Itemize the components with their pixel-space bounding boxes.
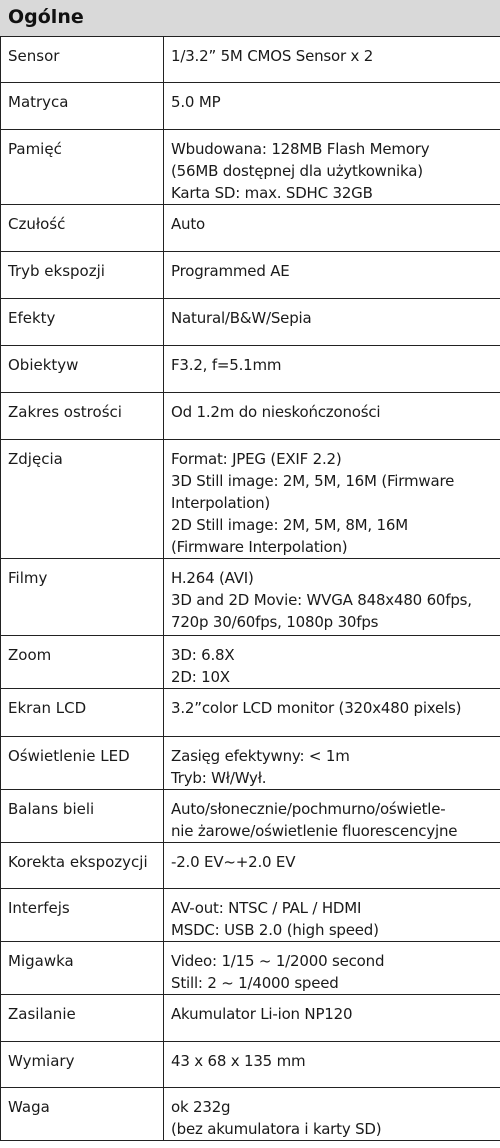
spec-row xyxy=(1,299,500,346)
spec-row xyxy=(1,737,500,790)
spec-label: Interfejs xyxy=(1,889,164,942)
spec-row xyxy=(1,689,500,737)
spec-label: Obiektyw xyxy=(1,346,164,393)
spec-value-line: Od 1.2m do nieskończoności xyxy=(171,403,381,421)
spec-label: Migawka xyxy=(1,942,164,995)
spec-label: Balans bieli xyxy=(1,790,164,843)
spec-value-line: Interpolation) xyxy=(171,494,271,512)
spec-value-line: 2D Still image: 2M, 5M, 8M, 16M xyxy=(171,516,408,534)
spec-label: Filmy xyxy=(1,559,164,636)
spec-label: Efekty xyxy=(1,299,164,346)
spec-label: Tryb ekspozji xyxy=(1,252,164,299)
spec-row xyxy=(1,1088,500,1141)
section-title: Ogólne xyxy=(8,6,84,28)
spec-label: Zdjęcia xyxy=(1,440,164,559)
spec-row xyxy=(1,942,500,995)
spec-label: Ekran LCD xyxy=(1,689,164,737)
spec-label: Czułość xyxy=(1,205,164,252)
spec-row xyxy=(1,83,500,130)
spec-label: Pamięć xyxy=(1,130,164,205)
spec-value-line: F3.2, f=5.1mm xyxy=(171,356,282,374)
spec-value-line: Still: 2 ~ 1/4000 speed xyxy=(171,974,339,992)
spec-label: Korekta ekspozycji xyxy=(1,843,164,889)
spec-row xyxy=(1,889,500,942)
spec-value xyxy=(164,130,500,205)
spec-value-line: Auto/słonecznie/pochmurno/oświetle- xyxy=(171,800,446,818)
spec-value xyxy=(164,737,500,790)
spec-value xyxy=(164,1042,500,1088)
spec-value xyxy=(164,636,500,689)
spec-value-line: Wbudowana: 128MB Flash Memory xyxy=(171,140,430,158)
spec-value xyxy=(164,252,500,299)
spec-label: Wymiary xyxy=(1,1042,164,1088)
spec-row xyxy=(1,37,500,83)
spec-row xyxy=(1,440,500,559)
spec-value xyxy=(164,37,500,83)
spec-value xyxy=(164,83,500,130)
spec-value-line: 3D: 6.8X xyxy=(171,646,235,664)
spec-row xyxy=(1,790,500,843)
spec-value xyxy=(164,1088,500,1141)
spec-row xyxy=(1,636,500,689)
spec-row xyxy=(1,252,500,299)
spec-value-line: (56MB dostępnej dla użytkownika) xyxy=(171,162,423,180)
spec-row xyxy=(1,995,500,1042)
spec-value-line: Auto xyxy=(171,215,206,233)
spec-row xyxy=(1,1042,500,1088)
spec-value xyxy=(164,440,500,559)
section-header xyxy=(0,0,500,36)
spec-value-line: 3D and 2D Movie: WVGA 848x480 60fps, xyxy=(171,591,472,609)
spec-value-line: Akumulator Li-ion NP120 xyxy=(171,1005,353,1023)
spec-label: Sensor xyxy=(1,37,164,83)
spec-value-line: (bez akumulatora i karty SD) xyxy=(171,1120,382,1138)
spec-value xyxy=(164,205,500,252)
spec-value-line: 1/3.2” 5M CMOS Sensor x 2 xyxy=(171,47,374,65)
spec-value-line: Format: JPEG (EXIF 2.2) xyxy=(171,450,342,468)
spec-value xyxy=(164,346,500,393)
spec-value-line: Karta SD: max. SDHC 32GB xyxy=(171,184,373,202)
spec-value-line: 43 x 68 x 135 mm xyxy=(171,1052,306,1070)
spec-value xyxy=(164,889,500,942)
spec-value-line: (Firmware Interpolation) xyxy=(171,538,348,556)
spec-value-line: -2.0 EV~+2.0 EV xyxy=(171,853,296,871)
spec-row xyxy=(1,346,500,393)
spec-label: Matryca xyxy=(1,83,164,130)
spec-value-line: 5.0 MP xyxy=(171,93,221,111)
spec-value xyxy=(164,995,500,1042)
spec-value-line: 3.2”color LCD monitor (320x480 pixels) xyxy=(171,699,462,717)
spec-value-line: Video: 1/15 ~ 1/2000 second xyxy=(171,952,385,970)
spec-label: Waga xyxy=(1,1088,164,1141)
specs-table-body xyxy=(1,37,500,1141)
spec-value-line: 2D: 10X xyxy=(171,668,230,686)
spec-value xyxy=(164,299,500,346)
spec-label: Zakres ostrości xyxy=(1,393,164,440)
spec-value-line: Zasięg efektywny: < 1m xyxy=(171,747,350,765)
spec-value xyxy=(164,942,500,995)
spec-row xyxy=(1,393,500,440)
spec-label: Zoom xyxy=(1,636,164,689)
spec-value-line: AV-out: NTSC / PAL / HDMI xyxy=(171,899,362,917)
spec-row xyxy=(1,205,500,252)
spec-value xyxy=(164,559,500,636)
spec-value-line: ok 232g xyxy=(171,1098,231,1116)
spec-row xyxy=(1,130,500,205)
spec-value xyxy=(164,393,500,440)
specs-table xyxy=(0,36,500,1141)
spec-value-line: 720p 30/60fps, 1080p 30fps xyxy=(171,613,379,631)
spec-row xyxy=(1,843,500,889)
spec-value-line: Natural/B&W/Sepia xyxy=(171,309,312,327)
spec-value xyxy=(164,790,500,843)
spec-value-line: nie żarowe/oświetlenie fluorescencyjne xyxy=(171,822,458,840)
spec-value-line: 3D Still image: 2M, 5M, 16M (Firmware xyxy=(171,472,455,490)
spec-value xyxy=(164,843,500,889)
spec-label: Zasilanie xyxy=(1,995,164,1042)
spec-value xyxy=(164,689,500,737)
spec-label: Oświetlenie LED xyxy=(1,737,164,790)
spec-value-line: Tryb: Wł/Wył. xyxy=(171,769,267,787)
spec-value-line: Programmed AE xyxy=(171,262,290,280)
spec-row xyxy=(1,559,500,636)
spec-value-line: MSDC: USB 2.0 (high speed) xyxy=(171,921,379,939)
spec-value-line: H.264 (AVI) xyxy=(171,569,254,587)
